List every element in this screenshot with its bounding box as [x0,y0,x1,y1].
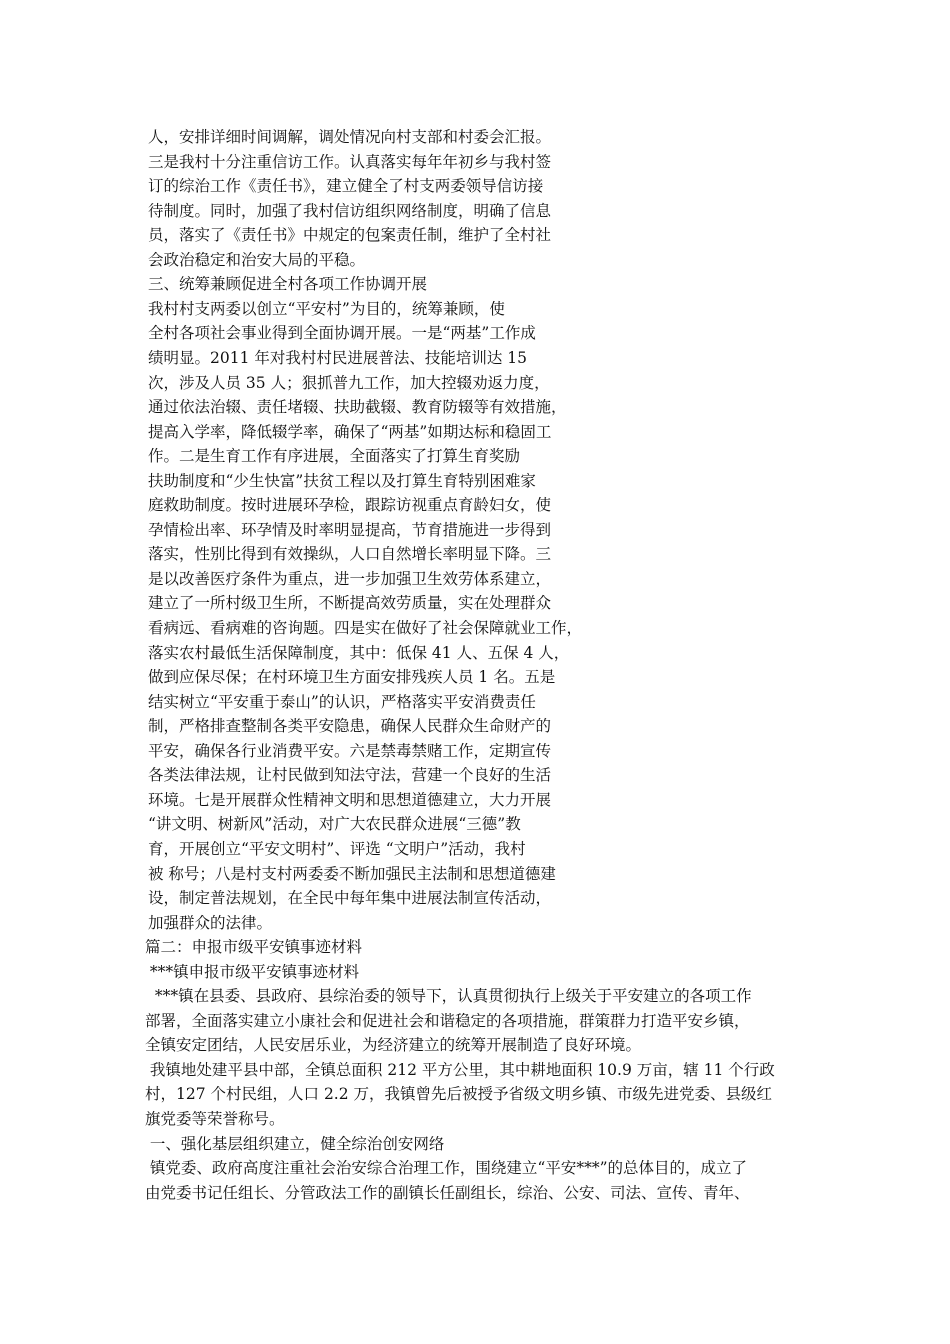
text-line: 全镇安定团结，人民安居乐业，为经济建立的统筹开展制造了良好环境。 [145,1036,642,1055]
text-line: 绩明显。2011 年对我村村民进展普法、技能培训达 15 [148,348,528,367]
text-line: 三、统筹兼顾促进全村各项工作协调开展 [148,275,428,294]
text-line: 平安，确保各行业消费平安。六是禁毒禁赌工作，定期宣传 [148,741,552,760]
text-line: 待制度。同时，加强了我村信访组织网络制度，明确了信息 [148,201,552,220]
section-heading: 篇二：申报市级平安镇事迹材料 [145,938,363,957]
text-line: 各类法律法规，让村民做到知法守法，营建一个良好的生活 [148,766,552,785]
text-line: 提高入学率，降低辍学率，确保了“两基”如期达标和稳固工 [148,422,552,441]
text-line: 一、强化基层组织建立，健全综治创安网络 [145,1134,445,1153]
text-line: “讲文明、树新风”活动，对广大农民群众进展“三德”教 [148,815,521,834]
text-line: 我镇地处建平县中部，全镇总面积 212 平方公里，其中耕地面积 10.9 万亩，辖 11 个行政 [145,1060,775,1079]
text-line: 员，落实了《责任书》中规定的包案责任制，维护了全村社 [148,226,552,245]
text-line: 会政治稳定和治安大局的平稳。 [148,250,366,269]
text-line: 旗党委等荣誉称号。 [145,1110,285,1128]
text-line: 落实，性别比得到有效操纵，人口自然增长率明显下降。三 [148,545,552,564]
text-line: 部署，全面落实建立小康社会和促进社会和谐稳定的各项措施，群策群力打造平安乡镇， [145,1011,750,1030]
text-line: 环境。七是开展群众性精神文明和思想道德建立，大力开展 [148,790,552,809]
text-line: 落实农村最低生活保障制度，其中：低保 41 人、五保 4 人， [148,643,570,662]
text-line: 被 称号；八是村支村两委委不断加强民主法制和思想道德建 [148,864,556,883]
text-line: 做到应保尽保；在村环境卫生方面安排残疾人员 1 名。五是 [148,668,556,687]
text-line: 是以改善医疗条件为重点，进一步加强卫生效劳体系建立， [148,569,552,588]
text-line: 作。二是生育工作有序进展，全面落实了打算生育奖励 [148,447,521,466]
text-line: 庭救助制度。按时进展环孕检，跟踪访视重点育龄妇女，使 [148,496,552,515]
text-line: 设，制定普法规划，在全民中每年集中进展法制宣传活动， [148,889,552,908]
text-line: 制，严格排查整制各类平安隐患，确保人民群众生命财产的 [148,717,552,736]
text-line: 看病远、看病难的咨询题。四是实在做好了社会保障就业工作， [148,619,583,637]
text-line: ***镇在县委、县政府、县综治委的领导下，认真贯彻执行上级关于平安建立的各项工作 [145,987,752,1006]
text-line: 结实树立“平安重于泰山”的认识，严格落实平安消费责任 [148,692,536,711]
text-line: 人，安排详细时间调解，调处情况向村支部和村委会汇报。 [148,128,552,146]
text-line: 村，127 个村民组，人口 2.2 万，我镇曾先后被授予省级文明乡镇、市级先进党委、县级红 [145,1085,773,1104]
text-line: 三是我村十分注重信访工作。认真落实每年年初乡与我村签 [148,152,552,171]
text-line: 次，涉及人员 35 人；狠抓普九工作，加大控辍劝返力度， [148,373,550,392]
text-line: 孕情检出率、环孕情及时率明显提高，节育措施进一步得到 [148,520,552,539]
text-line: ***镇申报市级平安镇事迹材料 [145,962,360,981]
text-line: 由党委书记任组长、分管政法工作的副镇长任副组长，综治、公安、司法、宣传、青年、 [145,1183,750,1202]
text-line: 全村各项社会事业得到全面协调开展。一是“两基”工作成 [148,324,536,343]
text-line: 建立了一所村级卫生所，不断提高效劳质量，实在处理群众 [148,594,552,613]
text-line: 我村村支两委以创立“平安村”为目的，统筹兼顾，使 [148,299,505,318]
text-line: 扶助制度和“少生快富”扶贫工程以及打算生育特别困难家 [148,471,536,490]
text-line: 通过依法治辍、责任堵辍、扶助截辍、教育防辍等有效措施， [148,398,567,417]
text-line: 镇党委、政府高度注重社会治安综合治理工作，围绕建立“平安***”的总体目的，成立了 [145,1159,748,1178]
text-line: 育，开展创立“平安文明村”、评选 “文明户”活动，我村 [148,839,526,858]
text-line: 加强群众的法律。 [148,913,273,932]
text-line: 订的综治工作《责任书》，建立健全了村支两委领导信访接 [148,177,544,196]
